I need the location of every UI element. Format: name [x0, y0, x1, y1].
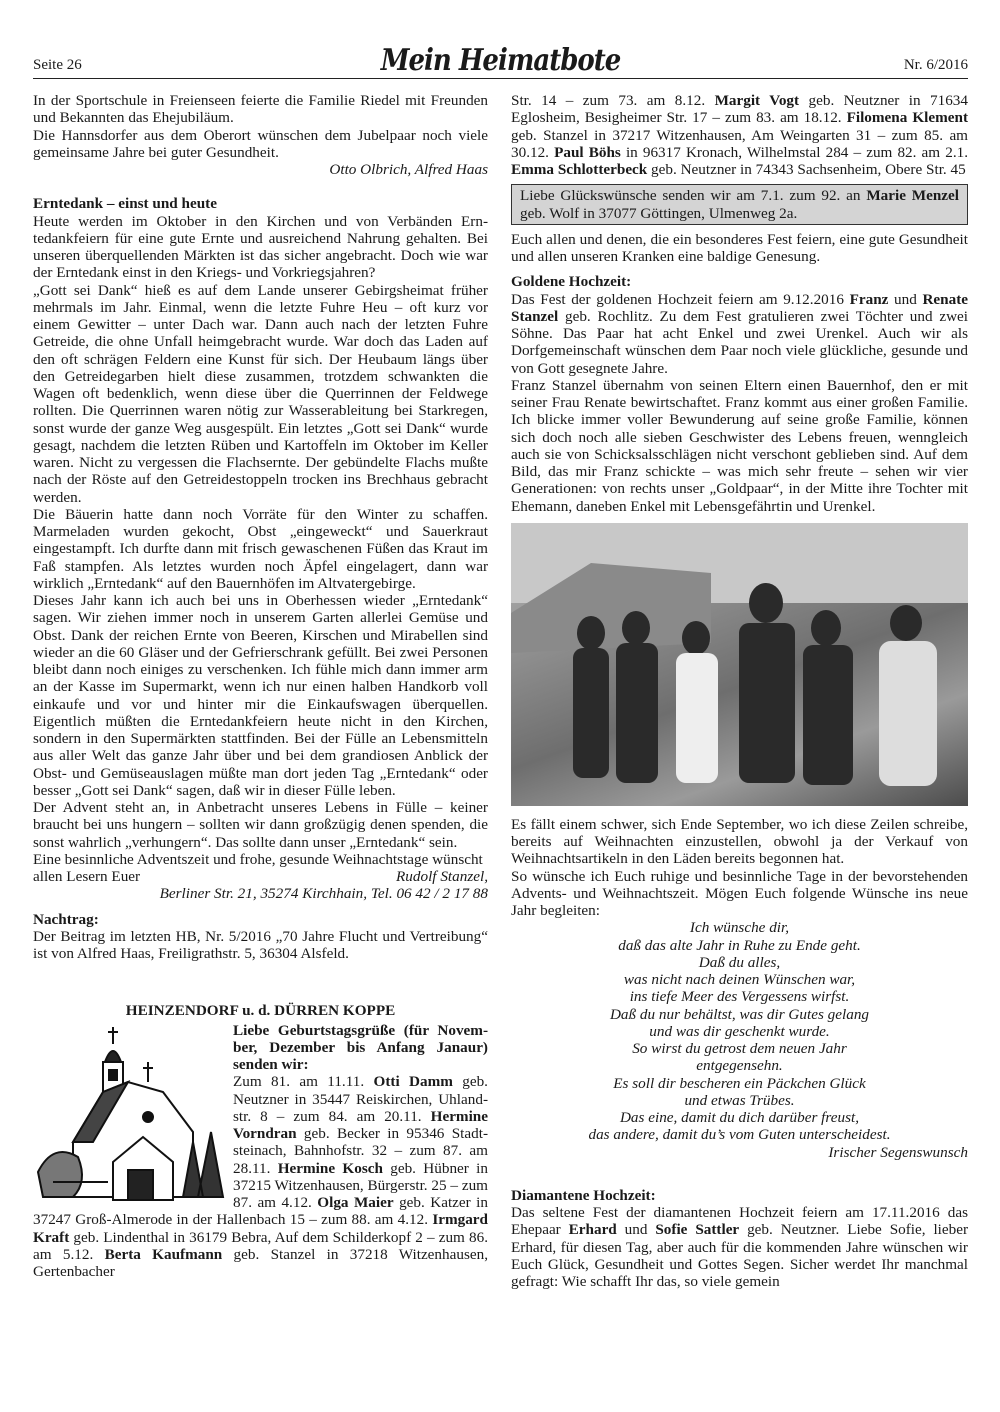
paragraph: Es fällt einem schwer, sich Ende September, wo ich diese Zeilen schreibe, bereits auf Weihnachten einzustellen, obwohl ja der Verkauf von Weihnachtsartikeln in den Läden bereits begonnen hat. [511, 815, 968, 868]
person-name: Marie Menzel [866, 187, 959, 205]
person-name: Margit Vogt [714, 92, 800, 109]
paragraph [511, 291, 968, 377]
article-heading: Goldene Hochzeit: [511, 273, 632, 291]
right-column [511, 92, 968, 1290]
paragraph: So wünsche ich Euch ruhige und besinnliche Tage in der bevorstehenden Advents- und Weihnachtszeit. Mögen Euch folgende Wünsche ins neue Jahr begleiten: [511, 867, 968, 919]
article-heading: Erntedank – einst und heute [33, 195, 217, 213]
person-name: Olga Maier [317, 1194, 394, 1211]
person-name: Berta Kaufmann [104, 1245, 223, 1263]
church-illustration [33, 1022, 233, 1207]
poem-line: So wirst du getrost dem neuen Jahr [632, 1040, 847, 1057]
paragraph [511, 1204, 968, 1290]
paragraph: Der Advent steht an, in Anbetracht unseres Lebens in Fülle – keiner braucht bei uns hungern – sollten wir dann großzügig denen spenden, die sonst wahrlich „verhungern“. Das sollte dann unser „Erntedank“ sein. [33, 799, 488, 851]
person-name: Franz [849, 290, 889, 308]
text-segment: Liebe Glückswünsche senden wir am 7.1. zum 92. an [520, 187, 867, 205]
family-photo [511, 523, 968, 806]
article-heading: Nachtrag: [33, 910, 99, 928]
paragraph: Euch allen und denen, die ein besonderes Fest feiern, eine gute Gesundheit und allen unseren Kranken eine baldige Genesung. [511, 230, 968, 265]
paragraph: In der Sportschule in Freienseen feierte die Familie Riedel mit Freunden und Bekannten das Ehejubiläum. [33, 92, 488, 127]
birthday-list-continued [511, 92, 968, 178]
text-segment: geb. Rochlitz. Zu dem Fest gratulieren zwei Töchter und zwei Söhne. Das Paar hat acht Enkel und zwei Urenkel. Auch wir als Dorfgemeinschaft wünschen dem Paar noch viele glückliche, gesunde und von Gott gesegnete Jahre. [511, 307, 968, 377]
text-segment: geb. Stanzel in 37218 Witzenhausen, Gertenbacher [33, 1245, 488, 1280]
page-number: Seite 26 [33, 57, 82, 73]
poem-line: entgegensehn. [696, 1057, 783, 1075]
person-name: Erhard [568, 1221, 617, 1239]
section-town-heading: HEINZENDORF u. d. DÜRREN KOPPE [125, 1002, 396, 1020]
masthead-logo: Mein Heimatbote [380, 43, 621, 79]
poem-line: Das eine, damit du dich darüber freust, [619, 1109, 860, 1126]
page-header [33, 43, 968, 79]
text-segment: geb. Neutzner in 74343 Sachsenheim, Obere Str. 45 [647, 161, 966, 178]
greeting-heading: Liebe Geburtstagsgrüße (für November, Dezember bis Anfang Janaur) senden wir: [233, 1021, 488, 1073]
highlight-box [511, 184, 968, 225]
poem-line: Ich wünsche dir, [689, 919, 790, 937]
text-segment: und [616, 1221, 656, 1239]
poem-line: Es soll dir bescheren ein Päckchen Glück [613, 1074, 866, 1092]
poem-line: und etwas Trübes. [684, 1091, 795, 1109]
person-name: Irmgard Kraft [33, 1211, 488, 1246]
person-name: Otti Damm [373, 1073, 453, 1091]
left-column [33, 92, 488, 1280]
signature-address: Berliner Str. 21, 35274 Kirchhain, Tel. 06 42 / 2 17 88 [159, 885, 488, 903]
text-segment: geb. Neutzner. Liebe Sofie, lieber Erhard, für diesen Tag, aber auch für die kommenden Jahre wünschen wir Euch Glück, Gesundheit und Gottes Segen. Sicher werdet Ihr manchmal gefragt: Wie schafft Ihr das, so viele gemein [511, 1221, 969, 1290]
person-name: Paul Böhs [554, 143, 621, 161]
poem-line: daß das alte Jahr in Ruhe zu Ende geht. [618, 936, 861, 954]
paragraph: Die Hannsdorfer aus dem Oberort wünschen dem Jubelpaar noch viele gemeinsame Jahre bei guter Gesundheit. [33, 126, 488, 161]
text-segment: geb. Stanzel in 37217 Witzenhausen, Am Weingarten 31 – zum 85. am 30.12. [511, 126, 968, 161]
paragraph: Franz Stanzel übernahm von seinen Eltern einen Bauernhof, den er mit seiner Frau Renate bewirtschaftet. Franz kommt aus einer großen Familie. Ich blicke immer voller Bewunderung auf seine große Familie, können sich doch noch alle sieben Geschwister des Lebens freuen, wenngleich auch sie von Schicksalsschlägen nicht verschont geblieben sind. Auf dem Bild, das mir Franz schickte – was mich sehr freute – sehen wir vier Generationen: von rechts unser „Goldpaar“, in der Mitte ihre Tochter mit Ehemann, daneben Enkel mit Lebensgefährtin und Urenkel. [511, 376, 968, 515]
highlight-text [520, 187, 959, 222]
issue-number: Nr. 6/2016 [903, 57, 968, 73]
text-segment: geb. Lindenthal in 36179 Bebra, Auf dem Schilderkopf 2 – zum 86. am 5.12. [33, 1228, 488, 1263]
poem [511, 919, 968, 1161]
paragraph: Die Bäuerin hatte dann noch Vorräte für den Winter zu schaffen. Marmeladen wurden gekocht, Obst „eingeweckt“ und Sauerkraut eingestampft. Ich durfte dann mit frisch gewaschenen Füßen das Kraut im Faß stampfen. Als letztes wurden noch Äpfel eingelagert, dann war wirklich „Erntedank“ auf den Bauernhöfen im Altvatergebirge. [33, 505, 488, 592]
text-segment: Str. 14 – zum 73. am 8.12. [511, 92, 715, 109]
text-segment: geb. Neutzner in 35447 Reiskirchen, Uhlandstr. 8 – zum 84. am 20.11. [233, 1073, 488, 1125]
person-name: Filomena Klement [846, 109, 969, 127]
paragraph: Heute werden im Oktober in den Kirchen und von Verbänden Erntedankfeiern für eine gute Ernte und ausreichend Nahrung gehalten. Bei unseren überquellenden Märkten ist das sicher angebracht. Doch wie war der Erntedank einst in den Kriegs- und Vorkriegsjahren? [33, 212, 488, 282]
poem-line: Daß du nur behältst, was dir Gutes gelang [609, 1005, 870, 1023]
text-segment: geb. Neutzner in 71634 Eglosheim, Besigheimer Str. 17 – zum 83. am 18.12. [511, 92, 968, 127]
paragraph: Der Beitrag im letzten HB, Nr. 5/2016 „70 Jahre Flucht und Vertreibung“ ist von Alfred Haas, Freiligrathstr. 5, 36304 Alsfeld. [33, 927, 488, 962]
text-segment: und [888, 290, 923, 308]
paragraph: „Gott sei Dank“ hieß es auf dem Lande unserer Gebirgsheimat früher mehrmals im Jahr. Einmal, wenn die letzte Fuhre Heu – oft kurz vor einem Gewitter – unter Dach war. Dann auch nach der letzten Fuhre Getreide, die ohne Unfall heimgebracht wurde. War doch das Laden auf den oft schrägen Feldern eine Kunst für sich. Der Heubaum längs über den Getreidegarben hielt diese zusammen, trotzdem schwankten die Wagen oft bedenklich, wenn diese über die Querrinnen der Feldwege rollten. Die Querrinnen waren nötig zur Wasserableitung bei Starkregen, sonst wurde der ganze Weg ausgespült. Ein letztes „Gott sei Dank“ wurde gesagt, nachdem die letzten Rüben und Kartoffeln im Oktober im Keller waren. Nicht zu vergessen die Flachsernte. Der gebündelte Flachs mußte nach der Röste auf den Getreidestoppeln trocken ins Brechhaus gebracht werden. [33, 281, 488, 506]
person-name: Sofie Sattler [655, 1221, 740, 1239]
signature: Otto Olbrich, Alfred Haas [329, 161, 488, 178]
paragraph [33, 851, 488, 886]
text-segment: geb. Hübner in 37215 Witzenhausen, Bürgerstr. 25 – zum 87. am 4.12. [233, 1159, 488, 1211]
text-segment: geb. Becker in 95346 Stadtsteinach, Bahnhofstr. 32 – zum 87. am 28.11. [233, 1125, 488, 1177]
article-heading: Diamantene Hochzeit: [511, 1186, 656, 1204]
text-segment: geb. Katzer in 37247 Groß-Almerode in der Hallenbach 15 – zum 88. am 4.12. [33, 1194, 488, 1229]
poem-line: und was dir geschenkt wurde. [649, 1022, 830, 1040]
person-name: Emma Schlotterbeck [511, 161, 648, 178]
text-segment: geb. Wolf in 37077 Göttingen, Ulmenweg 2a. [520, 204, 798, 222]
text-segment: Das seltene Fest der diamantenen Hochzeit feiern am 17.11.2016 das Ehepaar [511, 1204, 968, 1239]
poem-line: Daß du alles, [698, 953, 781, 971]
paragraph: Dieses Jahr kann ich auch bei uns in Oberhessen wieder „Erntedank“ sagen. Wir ziehen immer noch in unserem Garten allerlei Gemüse und Obst. Dank der reichen Ernte von Beeren, Kirschen und Mirabellen sind wieder an die 60 Gläser und der Gefrierschrank gefüllt. Bei zwei Personen bleibt dann noch einiges zu verschenken. Ich fühle mich dann immer arm an der Kasse im Supermarkt, wenn ich nur einen halben Handkorb voll einkaufe und vor und hinter mir die Einkaufswagen überquellen. Eigentlich müßten die Erntedankfeiern heute nicht in den Kirchen, sondern in den Supermärkten stattfinden. Bei der Fülle an Lebensmitteln aus aller Welt das ganze Jahr über und bei dem grandiosen Anblick der Obst- und Gemüseauslagen müßte man dort jeden Tag „Erntedank“ oder besser „Gott sei Dank“ sagen, daß wir in dieser Fülle leben. [33, 592, 488, 799]
poem-line: ins tiefe Meer des Vergessens wirfst. [629, 988, 850, 1006]
person-name: Hermine Vorndran [233, 1107, 488, 1142]
signature: Rudolf Stanzel, [396, 868, 488, 885]
person-name: Hermine Kosch [277, 1159, 383, 1177]
closing-text: Eine besinnliche Adventszeit und frohe, gesunde Weihnachtstage wünscht allen Lesern Euer [33, 850, 483, 885]
poem-line: das andere, damit du’s vom Guten unterscheidest. [588, 1126, 891, 1144]
text-segment: in 96317 Kronach, Wilhelmstal 284 – zum 82. am 2.1. [620, 143, 969, 161]
poem-line: was nicht nach deinen Wünschen war, [623, 971, 856, 988]
text-segment: Zum 81. am 11.11. [233, 1073, 374, 1091]
poem-source: Irischer Segenswunsch [828, 1143, 968, 1161]
text-segment: Das Fest der goldenen Hochzeit feiern am 9.12.2016 [511, 290, 850, 308]
person-name: Renate Stanzel [511, 290, 969, 325]
